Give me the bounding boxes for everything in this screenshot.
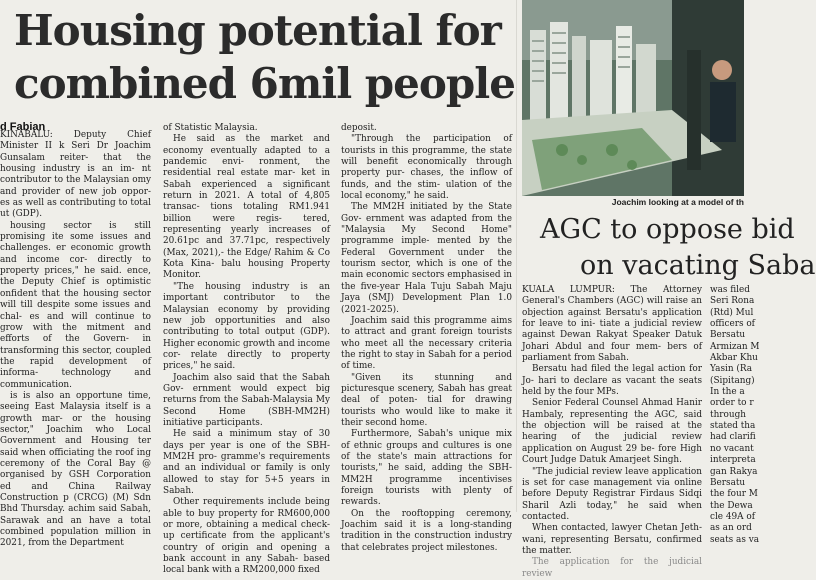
paragraph: On the rooftopping ceremony, Joachim said it is a long-standing tradition in the construction industry that celebrates project milestones. bbox=[341, 508, 512, 553]
paragraph: The MM2H initiated by the State Gov- ernment was adapted from the "Malaysia My Second Home" programme imple- mented by the Federal Government under the tourism sector, which is one of the main economic sectors emphasised in the five-year Hala Tuju Sabah Maju Jaya (SMJ) Development Plan 1.0 (2021-2025). bbox=[341, 202, 512, 315]
photo-caption: Joachim looking at a model of th bbox=[611, 197, 744, 207]
paragraph: "The housing industry is an important contributor to the Malaysian economy by providing new job opportunities and also contributing to total output (GDP). Higher economic growth and income cor- relate directly to property prices," he said. bbox=[163, 281, 330, 372]
paragraph: stated tha bbox=[710, 421, 756, 432]
paragraph: (Sipitang) bbox=[710, 375, 755, 386]
paragraph: officers of bbox=[710, 319, 755, 330]
paragraph: KINABALU: Deputy Chief Minister II k Seri Dr Joachim Gunsalam reiter- that the housing industry is an im- nt contributor to the Malaysian omy and provider of new job oppor- es as well as contributing to total ut (GDP). bbox=[0, 130, 151, 220]
paragraph: Bersatu had filed the legal action for Jo- hari to declare as vacant the seats held by the four MPs. bbox=[522, 364, 702, 398]
photo-building-model bbox=[522, 0, 744, 196]
paragraph: Senior Federal Counsel Ahmad Hanir Hambaly, representing the AGC, said the objection will be raised at the hearing of the judicial review application on August 29 be- fore High Court Judge Datuk Amarjeet Singh. bbox=[522, 398, 702, 466]
paragraph: as an ord bbox=[710, 523, 752, 534]
paragraph: order to r bbox=[710, 398, 754, 409]
paragraph: gan Rakya bbox=[710, 466, 758, 477]
headline-line-1: Housing potential for bbox=[14, 6, 501, 55]
paragraph: cle 49A of bbox=[710, 511, 756, 522]
headline-line-2: combined 6mil people bbox=[14, 59, 515, 108]
paragraph: Furthermore, Sabah's unique mix of ethnic groups and cultures is one of the state's main attractions for tourists," he said, adding the SBH-MM2H programme incentivises foreign tourists with plenty of rewards. bbox=[341, 429, 512, 508]
paragraph: had clarifi bbox=[710, 432, 756, 443]
paragraph: Yasin (Ra bbox=[710, 364, 753, 375]
column-divider bbox=[516, 0, 517, 512]
article-2-column-1 bbox=[522, 285, 702, 579]
paragraph: the Dewa bbox=[710, 500, 753, 511]
headline-2-line-1: AGC to oppose bid bbox=[540, 214, 795, 245]
paragraph: "The judicial review leave application is set for case management via online before Deputy Registrar Firdaus Sidqi Sharil Azli today," he said when contacted. bbox=[522, 466, 702, 522]
paragraph: seats as va bbox=[710, 534, 760, 545]
paragraph: Seri Rona bbox=[710, 296, 755, 307]
paragraph: Joachim also said that the Sabah Gov- ernment would expect big returns from the Sabah-Malaysia My Second Home (SBH-MM2H) initiative participants. bbox=[163, 372, 330, 428]
headline-2 bbox=[540, 212, 816, 284]
paragraph: no vacant bbox=[710, 443, 754, 454]
paragraph: interpreta bbox=[710, 455, 756, 466]
paragraph: (Rtd) Mul bbox=[710, 307, 754, 318]
paragraph: When contacted, lawyer Chetan Jeth- wani, representing Bersatu, confirmed the matter. bbox=[522, 523, 702, 556]
paragraph: Joachim said this programme aims to attract and grant foreign tourists who meet all the necessary criteria the right to stay in Sabah for a period of time. bbox=[341, 315, 512, 372]
paragraph: Armizan M bbox=[710, 341, 760, 352]
byline: d Fabian bbox=[0, 121, 46, 133]
paragraph-faded: The application for the judicial review bbox=[522, 557, 702, 579]
paragraph: housing sector is still promising ite some issues and challenges. er economic growth and income cor- directly to property prices," he said. ence, the Deputy Chief is optimistic onfident that the housing sector will till despite some issues and chal- es and will continue to grow with the mitment and efforts of the Govern- in transforming this sector, coupled the rapid development of informa- technology and communication. bbox=[0, 220, 151, 390]
paragraph: KUALA LUMPUR: The Attorney General's Chambers (AGC) will raise an objection against Bersatu's application for leave to ini- tiate a judicial review against Dewan Rakyat Speaker Datuk Johari Abdul and four mem- bers of parliament from Sabah. bbox=[522, 285, 702, 364]
paragraph: Akbar Khu bbox=[710, 353, 758, 364]
paragraph: Bersatu bbox=[710, 477, 746, 488]
article-column-1 bbox=[0, 130, 151, 549]
paragraph: "Given its stunning and picturesque scenery, Sabah has great deal of poten- tial for drawing tourists who would like to make it their second home. bbox=[341, 372, 512, 428]
paragraph: through bbox=[710, 409, 746, 420]
paragraph: Other requirements include being able to buy property for RM600,000 or more, obtaining a medical check-up certificate from the applicant's country of origin and opening a bank account in any Sabah- based local bank with a RM200,000 fixed bbox=[163, 497, 330, 576]
paragraph: In the a bbox=[710, 387, 745, 398]
paragraph: Bersatu bbox=[710, 330, 746, 341]
paragraph: He said a minimum stay of 30 days per year is one of the SBH-MM2H pro- gramme's requirements and an individual or family is only allowed to stay for 5+5 years in Sabah. bbox=[163, 429, 330, 496]
headline bbox=[14, 4, 514, 110]
paragraph: is is also an opportune time, seeing East Malaysia itself is a growth mar- or the housing sector," Joachim who Local Government and Housing ter said when officiating the roof ing ceremony of the Coral Bay @ organised by GSH Corporation ed and China Railway Construction p (CRCG) (M) Sdn Bhd Thursday. achim said Sabah, Sarawak and an have a total combined population million in 2021, from the Department bbox=[0, 390, 151, 549]
article-2-column-2 bbox=[710, 285, 760, 545]
headline-2-line-2: on vacating Saba bbox=[580, 250, 816, 281]
paragraph: He said as the market and economy eventually adapted to a pandemic envi- ronment, the residential real estate mar- ket in Sabah experienced a significant return in 2021. A total of 4,805 transac- tions totaling RM1.941 billion were regis- tered, representing yearly increases of 20.61pc and 37.71pc, respectively (Max, 2021),- the Edge/ Rahim & Co Kota Kina- balu housing Property Monitor. bbox=[163, 134, 330, 281]
article-column-3 bbox=[341, 123, 512, 553]
article-column-2 bbox=[163, 123, 330, 576]
paragraph: was filed bbox=[710, 285, 750, 295]
paragraph: deposit. bbox=[341, 123, 377, 133]
paragraph: "Through the participation of tourists in this programme, the state will benefit economically through property pur- chases, the inflow of funds, and the stim- ulation of the local economy," he said. bbox=[341, 134, 512, 202]
paragraph: the four M bbox=[710, 489, 758, 500]
paragraph: of Statistic Malaysia. bbox=[163, 123, 258, 133]
